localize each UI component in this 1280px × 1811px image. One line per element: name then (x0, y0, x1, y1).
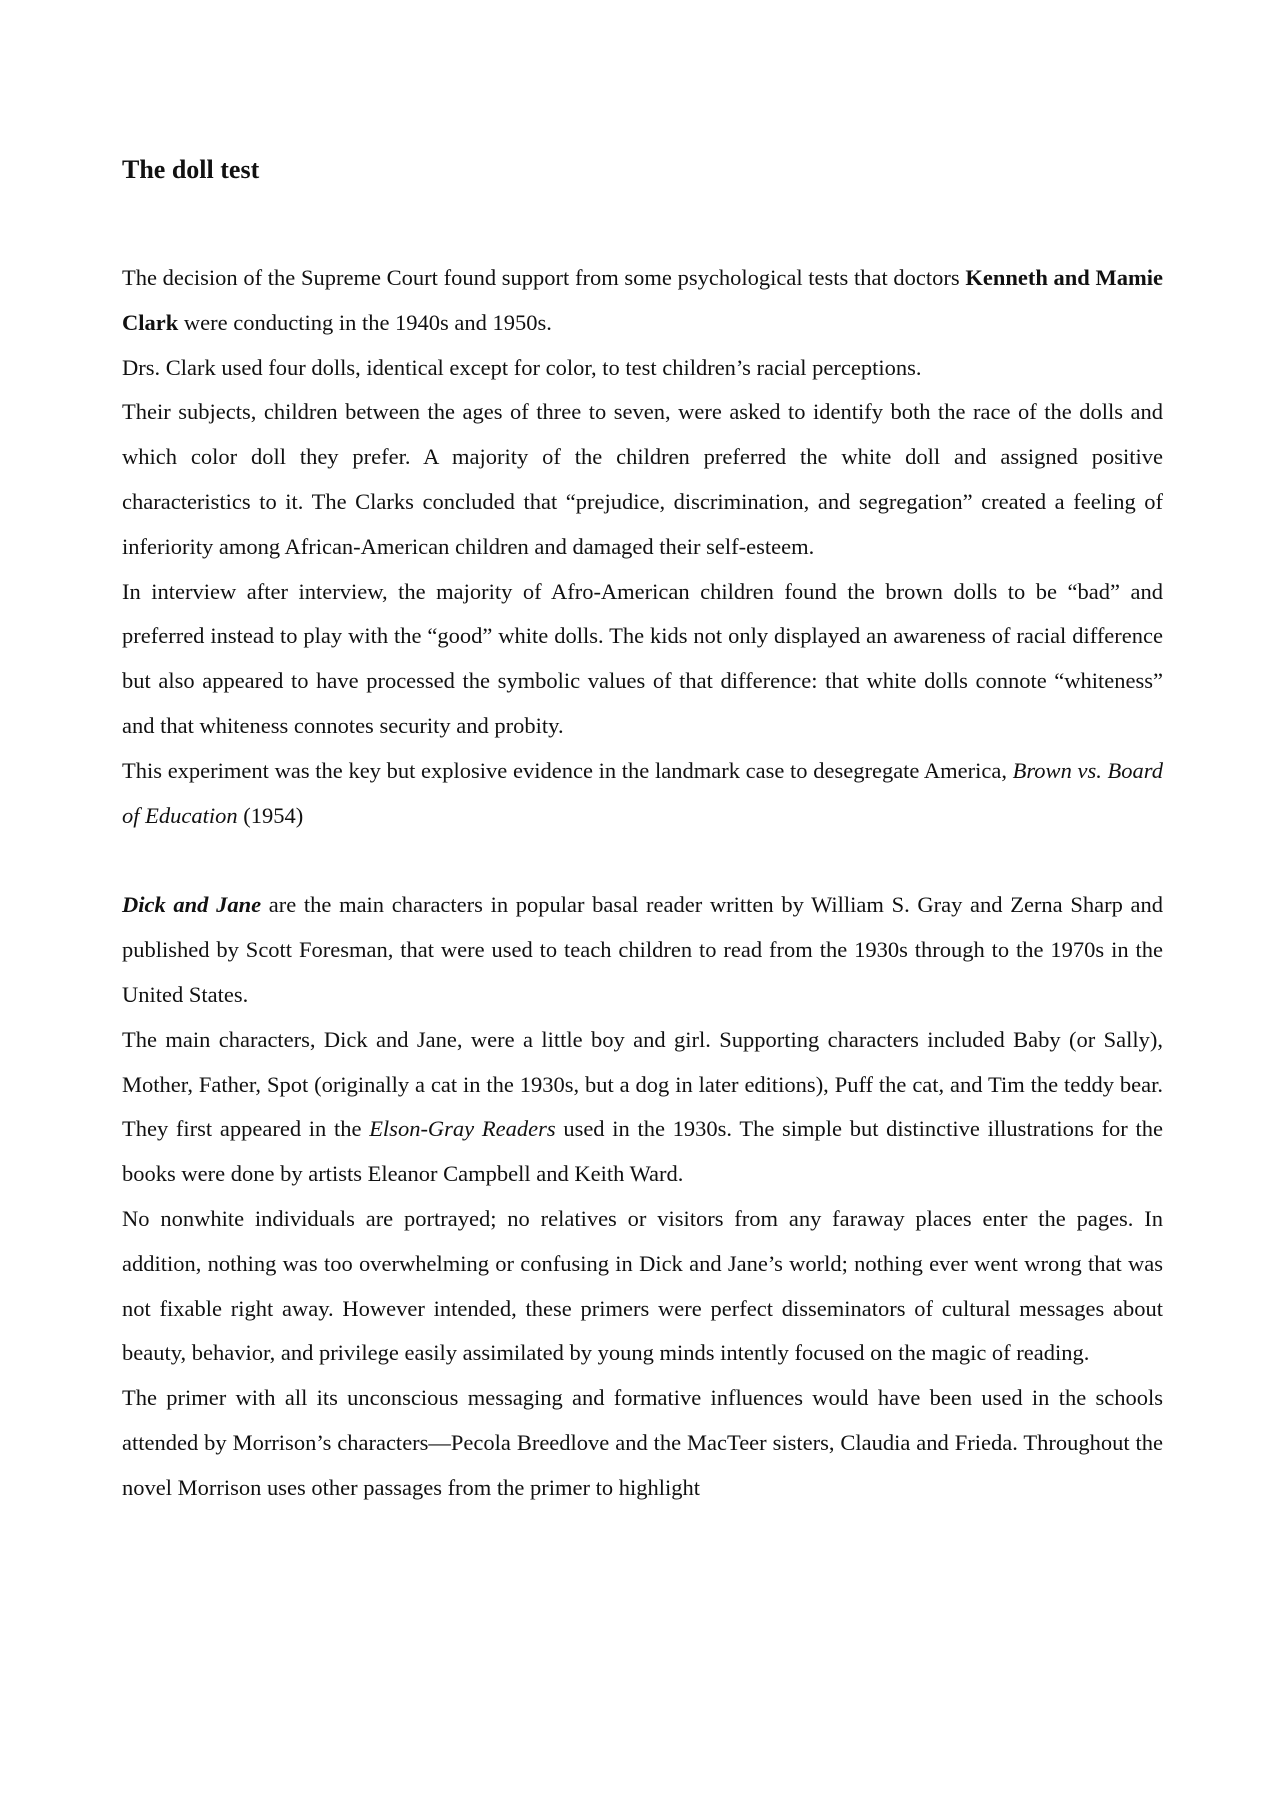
doll-test-paragraph-4: In interview after interview, the majority of Afro-American children found the brown dolls to be “bad” and preferred instead to play with the “good” white dolls. The kids not only displayed an awareness of racial difference but also appeared to have processed the symbolic values of that difference: that white dolls connote “whiteness” and that whiteness connotes security and probity. (122, 578, 1163, 738)
page-title: The doll test (122, 155, 260, 184)
doll-test-paragraph-3: Their subjects, children between the ages of three to seven, were asked to identify both the race of the dolls and which color doll they prefer. A majority of the children preferred the white doll and assigned positive characteristics to it. The Clarks concluded that “prejudice, discrimination, and segregation” created a feeling of inferiority among African-American children and damaged their self-esteem. (122, 399, 1163, 559)
text-run: were conducting in the 1940s and 1950s. (178, 309, 552, 335)
case-title: Brown vs. Board of Education (122, 757, 1163, 828)
bold-names: Kenneth and Mamie Clark (122, 265, 1163, 335)
text-run: This experiment was the key but explosive evidence in the landmark case to desegregate America, (122, 757, 1013, 783)
text-run: are the main characters in popular basal reader written by William S. Gray and Zerna Sharp and published by Scott Foresman, that were used to teach children to read from the 1930s through to the 1970s in the United States. (122, 892, 1163, 1007)
text-run: The decision of the Supreme Court found support from some psychological tests that doctors (122, 265, 966, 290)
dick-jane-paragraph-1 (122, 883, 1163, 1017)
dick-jane-paragraph-4: The primer with all its unconscious messaging and formative influences would have been used in the schools attended by Morrison’s characters—Pecola Breedlove and the MacTeer sisters, Claudia and Frieda. Throughout the novel Morrison uses other passages from the primer to highlight (122, 1385, 1163, 1500)
dick-jane-paragraph-2 (122, 1018, 1163, 1197)
book-title: Dick and Jane (122, 892, 262, 918)
series-title: Elson-Gray Readers (369, 1116, 556, 1142)
text-run: The main characters, Dick and Jane, were a little boy and girl. Supporting characters included Baby (or Sally), Mother, Father, Spot (originally a cat in the 1930s, but a dog in later editions), Puff the cat, and Tim the teddy bear. They first appeared in the (122, 1026, 1163, 1142)
document-page (122, 148, 1163, 1511)
text-run: (1954) (237, 802, 304, 828)
doll-test-paragraph-5 (122, 749, 1163, 839)
spacer (122, 192, 1163, 256)
dick-jane-paragraph-3: No nonwhite individuals are portrayed; no relatives or visitors from any faraway places enter the pages. In addition, nothing was too overwhelming or confusing in Dick and Jane’s world; nothing ever went wrong that was not fixable right away. However intended, these primers were perfect disseminators of cultural messages about beauty, behavior, and privilege easily assimilated by young minds intently focused on the magic of reading. (122, 1205, 1163, 1366)
spacer (122, 838, 1163, 883)
doll-test-paragraph-2: Drs. Clark used four dolls, identical except for color, to test children’s racial perceptions. (122, 354, 922, 380)
doll-test-paragraph-1 (122, 256, 1163, 346)
text-run: used in the 1930s. The simple but distinctive illustrations for the books were done by artists Eleanor Campbell and Keith Ward. (122, 1116, 1163, 1187)
